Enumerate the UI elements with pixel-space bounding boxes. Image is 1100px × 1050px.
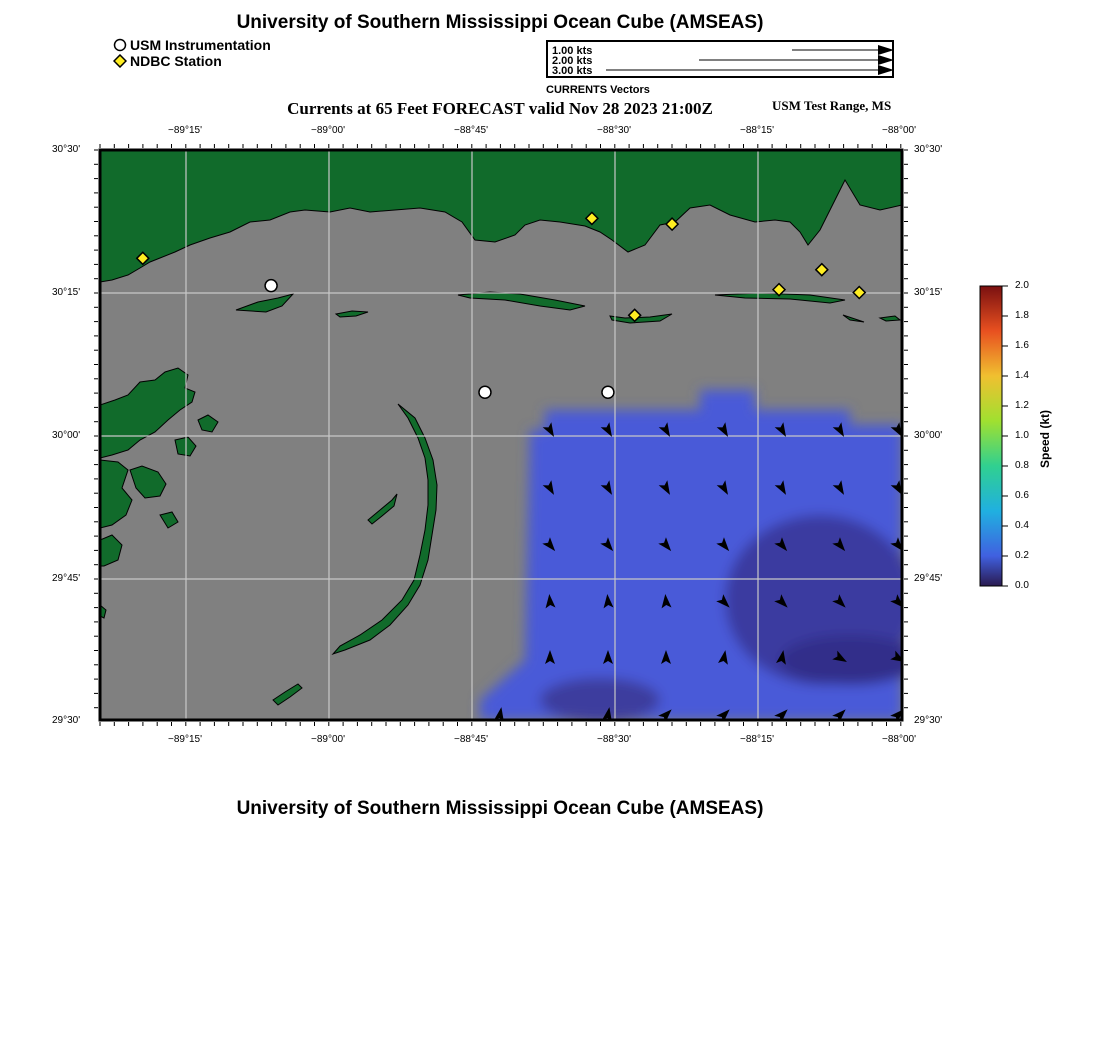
lon-tick-label: −88°30' [597, 734, 631, 745]
usm-instrument-marker[interactable] [479, 386, 491, 398]
map-subtitle: Currents at 65 Feet FORECAST valid Nov 28 2023 21:00Z [287, 99, 713, 118]
legend-label-usm: USM Instrumentation [130, 37, 271, 53]
vector-key-2kt: 2.00 kts [552, 55, 593, 67]
lon-tick-label: −88°45' [454, 734, 488, 745]
usm-instrument-marker[interactable] [602, 386, 614, 398]
colorbar-label: 1.0 [1015, 430, 1029, 441]
lon-tick-label: −89°00' [311, 125, 345, 136]
lon-tick-label: −88°00' [882, 734, 916, 745]
lon-tick-label: −88°15' [740, 125, 774, 136]
lon-tick-label: −88°45' [454, 125, 488, 136]
lat-tick-label: 29°30' [52, 715, 81, 726]
colorbar [980, 286, 1002, 586]
colorbar-label: 1.2 [1015, 400, 1029, 411]
colorbar-ticks [1002, 286, 1008, 586]
legend-label-ndbc: NDBC Station [130, 53, 222, 69]
colorbar-label: 1.8 [1015, 310, 1029, 321]
lat-tick-label: 30°30' [914, 144, 943, 155]
lat-tick-label: 30°15' [914, 287, 943, 298]
vector-key-caption: CURRENTS Vectors [546, 84, 650, 96]
lat-tick-label: 29°30' [914, 715, 943, 726]
colorbar-label: 0.0 [1015, 580, 1029, 591]
lat-tick-label: 30°15' [52, 287, 81, 298]
current-speed-field [480, 390, 920, 722]
colorbar-label: 1.4 [1015, 370, 1029, 381]
colorbar-title: Speed (kt) [1038, 409, 1052, 468]
lat-tick-label: 30°30' [52, 144, 81, 155]
colorbar-label: 1.6 [1015, 340, 1029, 351]
lon-tick-label: −89°00' [311, 734, 345, 745]
region-label: USM Test Range, MS [772, 98, 892, 113]
footer-title: University of Southern Mississippi Ocean Cube (AMSEAS) [236, 798, 764, 819]
lat-tick-label: 29°45' [52, 573, 81, 584]
header-title: University of Southern Mississippi Ocean Cube (AMSEAS) [236, 12, 764, 33]
lat-tick-label: 30°00' [52, 430, 81, 441]
lon-tick-label: −88°15' [740, 734, 774, 745]
vector-key-1kt: 1.00 kts [552, 45, 593, 57]
lon-tick-label: −89°15' [168, 734, 202, 745]
colorbar-label: 0.2 [1015, 550, 1029, 561]
colorbar-label: 0.4 [1015, 520, 1029, 531]
colorbar-label: 0.8 [1015, 460, 1029, 471]
lat-tick-label: 30°00' [914, 430, 943, 441]
colorbar-label: 0.6 [1015, 490, 1029, 501]
colorbar-label: 2.0 [1015, 280, 1029, 291]
vector-key-3kt: 3.00 kts [552, 65, 593, 77]
lon-tick-label: −89°15' [168, 125, 202, 136]
usm-instrument-marker[interactable] [265, 280, 277, 292]
lat-tick-label: 29°45' [914, 573, 943, 584]
lon-tick-label: −88°30' [597, 125, 631, 136]
lon-tick-label: −88°00' [882, 125, 916, 136]
